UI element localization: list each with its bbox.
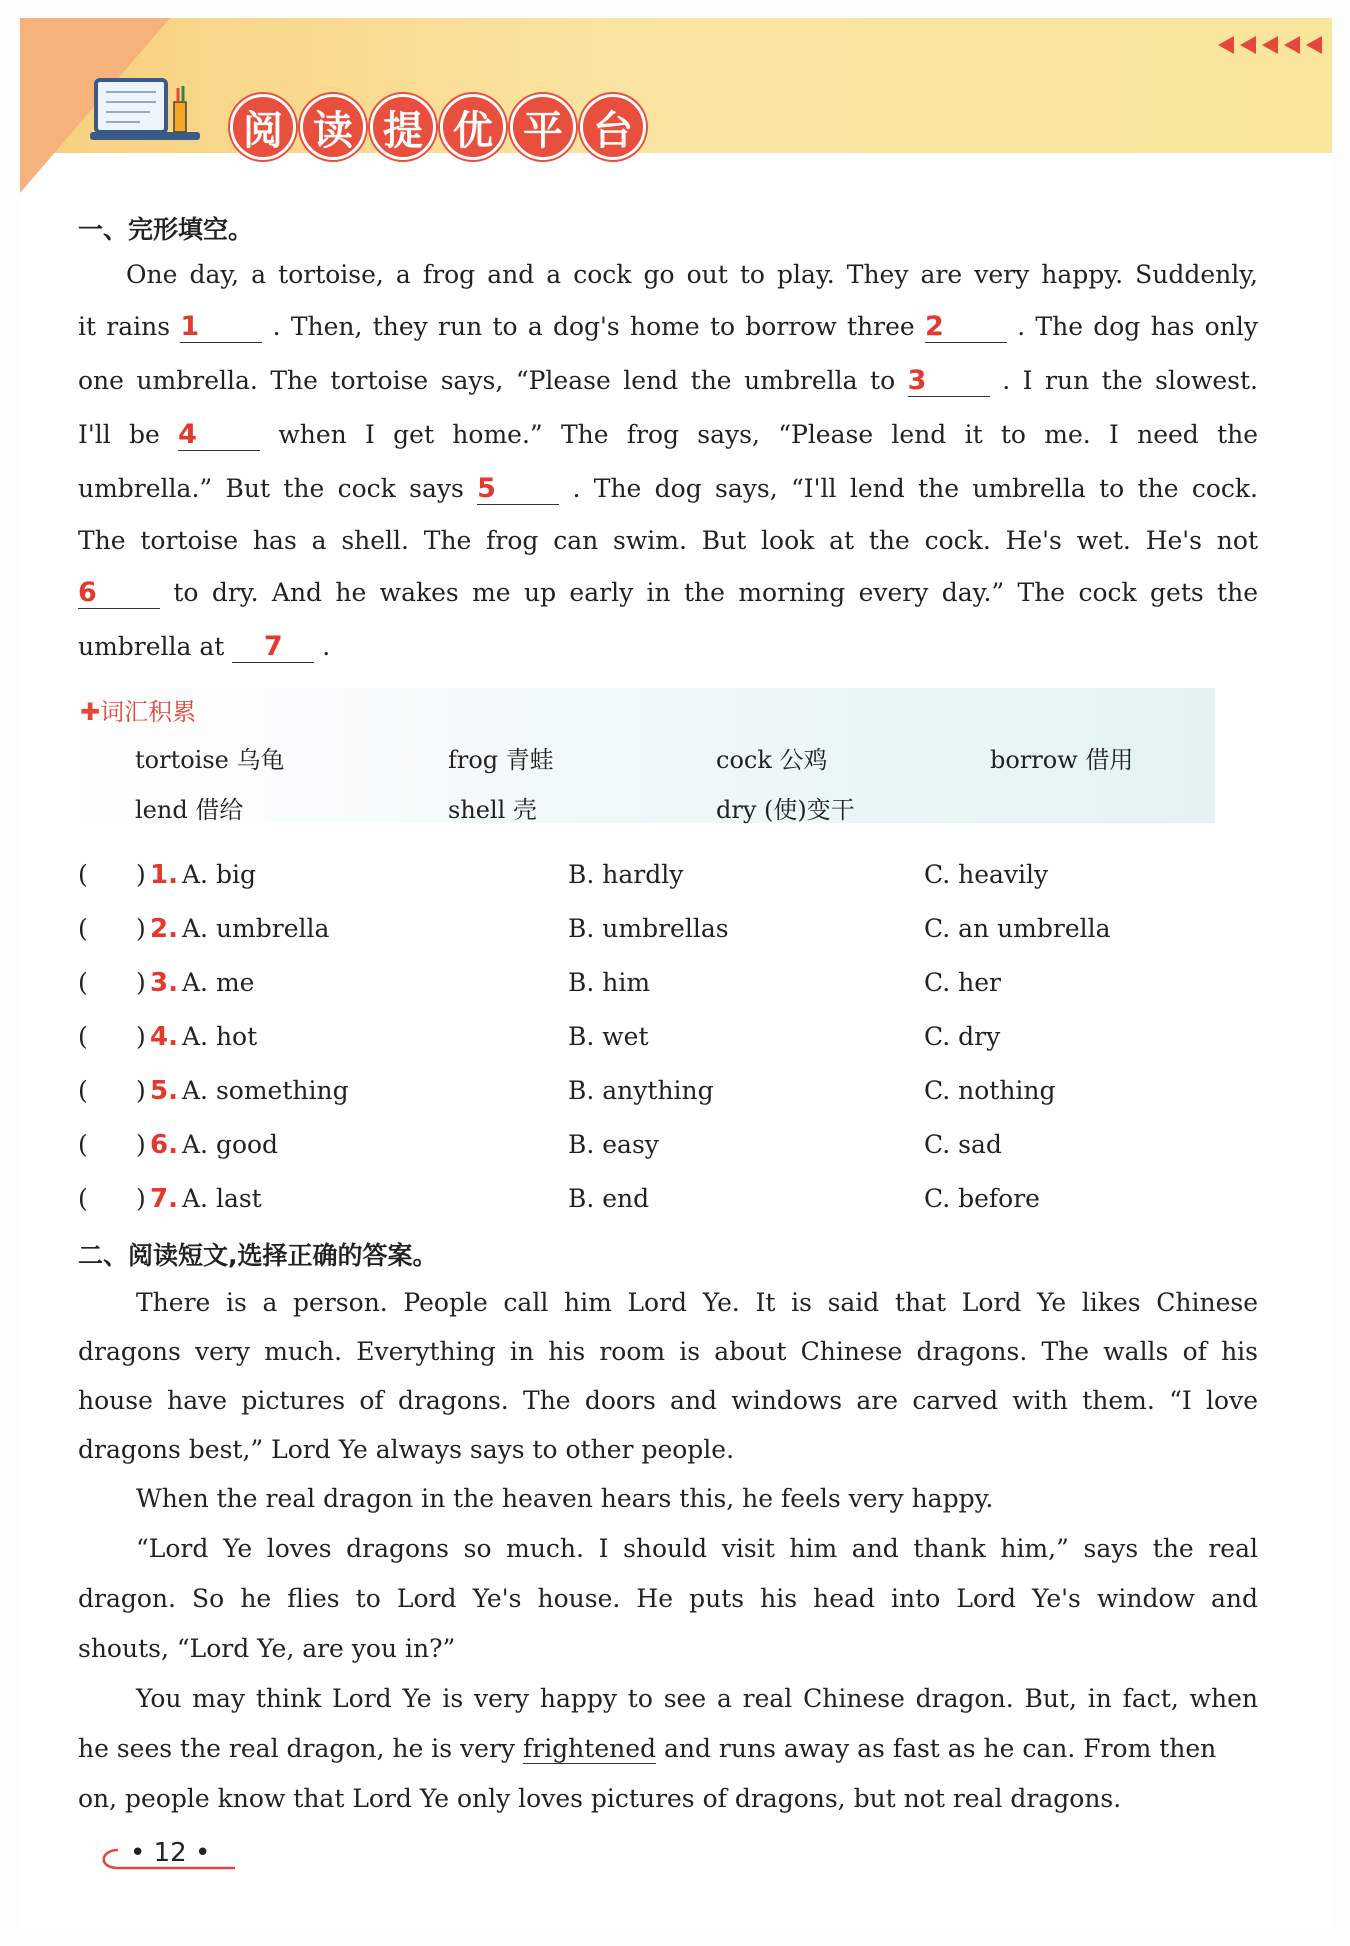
question-number: 7.: [150, 1184, 178, 1214]
title-char: 提: [370, 94, 436, 160]
cloze-text: .: [322, 632, 331, 661]
answer-paren-left[interactable]: (: [78, 968, 88, 997]
answer-paren-right: ): [136, 914, 146, 943]
arrow-left-icon: [1218, 36, 1234, 54]
question-row: [78, 860, 1258, 894]
title-char: 平: [510, 94, 576, 160]
cloze-text: umbrella.” But the cock says: [78, 474, 464, 503]
cloze-blank-4[interactable]: [178, 420, 260, 451]
passage-text: he sees the real dragon, he is very: [78, 1734, 523, 1763]
cloze-text: . Then, they run to a dog's home to borrow three: [272, 312, 915, 341]
answer-paren-right: ): [136, 1130, 146, 1159]
cloze-line-2: [78, 312, 1258, 343]
passage-text: and runs away as fast as he can. From then: [656, 1734, 1217, 1763]
cloze-line-6: [78, 526, 1258, 556]
blank-answer: 4: [178, 419, 197, 450]
section1-title: 一、完形填空。: [78, 215, 254, 244]
vocab-item: dry (使)变干: [716, 796, 855, 824]
cloze-text: to dry. And he wakes me up early in the morning every day.” The cock gets the: [173, 578, 1259, 607]
cloze-line-5: [78, 474, 1258, 505]
section2-title: 二、阅读短文,选择正确的答案。: [78, 1241, 438, 1270]
arrow-left-icon: [1306, 36, 1322, 54]
vocab-item: cock 公鸡: [716, 746, 828, 774]
question-number: 1.: [150, 860, 178, 890]
option-b[interactable]: B. hardly: [568, 860, 684, 889]
blank-answer: 5: [477, 473, 496, 504]
question-number: 2.: [150, 914, 178, 944]
arrow-left-icon: [1240, 36, 1256, 54]
option-c[interactable]: C. her: [924, 968, 1001, 997]
option-b[interactable]: B. umbrellas: [568, 914, 729, 943]
passage-text: dragons best,” Lord Ye always says to other people.: [78, 1435, 735, 1464]
vocab-item: tortoise 乌龟: [135, 746, 285, 774]
vocab-item: borrow 借用: [990, 746, 1134, 774]
passage-text: “Lord Ye loves dragons so much. I should visit him and thank him,” says the real: [136, 1534, 1258, 1563]
cloze-text: The tortoise has a shell. The frog can swim. But look at the cock. He's wet. He's not: [78, 526, 1258, 555]
cloze-blank-5[interactable]: [477, 474, 559, 505]
question-number: 5.: [150, 1076, 178, 1106]
option-c[interactable]: C. an umbrella: [924, 914, 1111, 943]
passage-line: [78, 1584, 1258, 1614]
cloze-text: . I run the slowest.: [1002, 366, 1259, 395]
cloze-text: umbrella at: [78, 632, 225, 661]
option-b[interactable]: B. easy: [568, 1130, 659, 1159]
title-char: 阅: [230, 94, 296, 160]
cloze-text: one umbrella. The tortoise says, “Please lend the umbrella to: [78, 366, 896, 395]
option-a[interactable]: A. umbrella: [182, 914, 330, 943]
answer-paren-right: ): [136, 1184, 146, 1213]
passage-text: dragons very much. Everything in his room is about Chinese dragons. The walls of his: [78, 1337, 1258, 1366]
cloze-text: I'll be: [78, 420, 160, 449]
question-row: [78, 1130, 1258, 1164]
blank-answer: 6: [78, 577, 97, 608]
answer-paren-left[interactable]: (: [78, 1076, 88, 1105]
option-b[interactable]: B. wet: [568, 1022, 649, 1051]
title-char: 读: [300, 94, 366, 160]
arrow-left-icon: [1262, 36, 1278, 54]
option-c[interactable]: C. nothing: [924, 1076, 1056, 1105]
question-number: 4.: [150, 1022, 178, 1052]
blank-answer: 3: [907, 365, 927, 396]
cloze-blank-7[interactable]: [232, 632, 314, 663]
page-title: [230, 94, 646, 160]
cloze-line-3: [78, 366, 1258, 397]
option-c[interactable]: C. sad: [924, 1130, 1002, 1159]
cloze-text: when I get home.” The frog says, “Please lend it to me. I need the: [278, 420, 1259, 449]
vocab-item: lend 借给: [135, 796, 244, 824]
answer-paren-right: ): [136, 1076, 146, 1105]
passage-line: [78, 1534, 1258, 1564]
passage-line: [78, 1435, 734, 1465]
answer-paren-right: ): [136, 968, 146, 997]
question-row: [78, 1076, 1258, 1110]
passage-line: [78, 1784, 1121, 1814]
blank-answer: 7: [263, 631, 283, 662]
option-a[interactable]: A. big: [182, 860, 256, 889]
question-row: [78, 914, 1258, 948]
header-banner: [20, 18, 1332, 153]
answer-paren-left[interactable]: (: [78, 1022, 88, 1051]
cloze-text: . The dog says, “I'll lend the umbrella to the cock.: [572, 474, 1258, 503]
option-c[interactable]: C. dry: [924, 1022, 1001, 1051]
cloze-line-1: [78, 260, 1258, 290]
passage-line: [78, 1684, 1258, 1714]
title-char: 优: [440, 94, 506, 160]
blank-answer: 1: [180, 311, 200, 342]
option-a[interactable]: A. last: [182, 1184, 262, 1213]
question-row: [78, 1022, 1258, 1056]
option-b[interactable]: B. him: [568, 968, 651, 997]
option-b[interactable]: B. end: [568, 1184, 650, 1213]
answer-paren-left[interactable]: (: [78, 914, 88, 943]
passage-line: [78, 1634, 455, 1664]
option-a[interactable]: A. good: [182, 1130, 279, 1159]
answer-paren-left[interactable]: (: [78, 1184, 88, 1213]
title-char: 台: [580, 94, 646, 160]
question-row: [78, 968, 1258, 1002]
passage-text: dragon. So he flies to Lord Ye's house. He puts his head into Lord Ye's window and: [78, 1584, 1258, 1613]
page-number: • 12 •: [130, 1838, 211, 1868]
passage-line: [78, 1734, 1216, 1764]
underlined-word: frightened: [522, 1734, 657, 1763]
cloze-text: it rains: [78, 312, 171, 341]
answer-paren-left[interactable]: (: [78, 1130, 88, 1159]
option-b[interactable]: B. anything: [568, 1076, 714, 1105]
cloze-blank-6[interactable]: [78, 578, 160, 609]
question-number: 6.: [150, 1130, 178, 1160]
blank-answer: 2: [924, 311, 944, 342]
arrow-decoration: [1218, 36, 1322, 54]
passage-text: shouts, “Lord Ye, are you in?”: [78, 1634, 456, 1663]
passage-text: You may think Lord Ye is very happy to see a real Chinese dragon. But, in fact, when: [136, 1684, 1258, 1713]
cloze-line-7: [78, 578, 1258, 609]
passage-line: [78, 1288, 1258, 1318]
cloze-text: . The dog has only: [1017, 312, 1258, 341]
answer-paren-right: ): [136, 1022, 146, 1051]
answer-paren-left[interactable]: (: [78, 860, 88, 889]
option-c[interactable]: C. heavily: [924, 860, 1049, 889]
passage-text: house have pictures of dragons. The doors and windows are carved with them. “I love: [78, 1386, 1258, 1415]
vocab-item: shell 壳: [448, 796, 537, 824]
option-a[interactable]: A. me: [182, 968, 255, 997]
cloze-line-8: [78, 632, 330, 663]
cloze-blank-1[interactable]: [180, 312, 262, 343]
option-a[interactable]: A. something: [182, 1076, 349, 1105]
cloze-blank-2[interactable]: [925, 312, 1007, 343]
laptop-icon: [90, 76, 210, 166]
option-c[interactable]: C. before: [924, 1184, 1040, 1213]
passage-line: [78, 1386, 1258, 1416]
option-a[interactable]: A. hot: [182, 1022, 258, 1051]
cloze-text: One day, a tortoise, a frog and a cock go out to play. They are very happy. Suddenly,: [126, 260, 1258, 289]
question-number: 3.: [150, 968, 178, 998]
question-row: [78, 1184, 1258, 1218]
passage-line: [78, 1484, 993, 1514]
passage-text: When the real dragon in the heaven hears this, he feels very happy.: [136, 1484, 994, 1513]
answer-paren-right: ): [136, 860, 146, 889]
vocab-heading: ✚词汇积累: [80, 698, 197, 726]
passage-text: There is a person. People call him Lord Ye. It is said that Lord Ye likes Chinese: [136, 1288, 1258, 1317]
passage-text: on, people know that Lord Ye only loves pictures of dragons, but not real dragons.: [78, 1784, 1122, 1813]
passage-line: [78, 1337, 1258, 1367]
cloze-line-4: [78, 420, 1258, 451]
cloze-blank-3[interactable]: [908, 366, 990, 397]
arrow-left-icon: [1284, 36, 1300, 54]
vocab-item: frog 青蛙: [448, 746, 554, 774]
